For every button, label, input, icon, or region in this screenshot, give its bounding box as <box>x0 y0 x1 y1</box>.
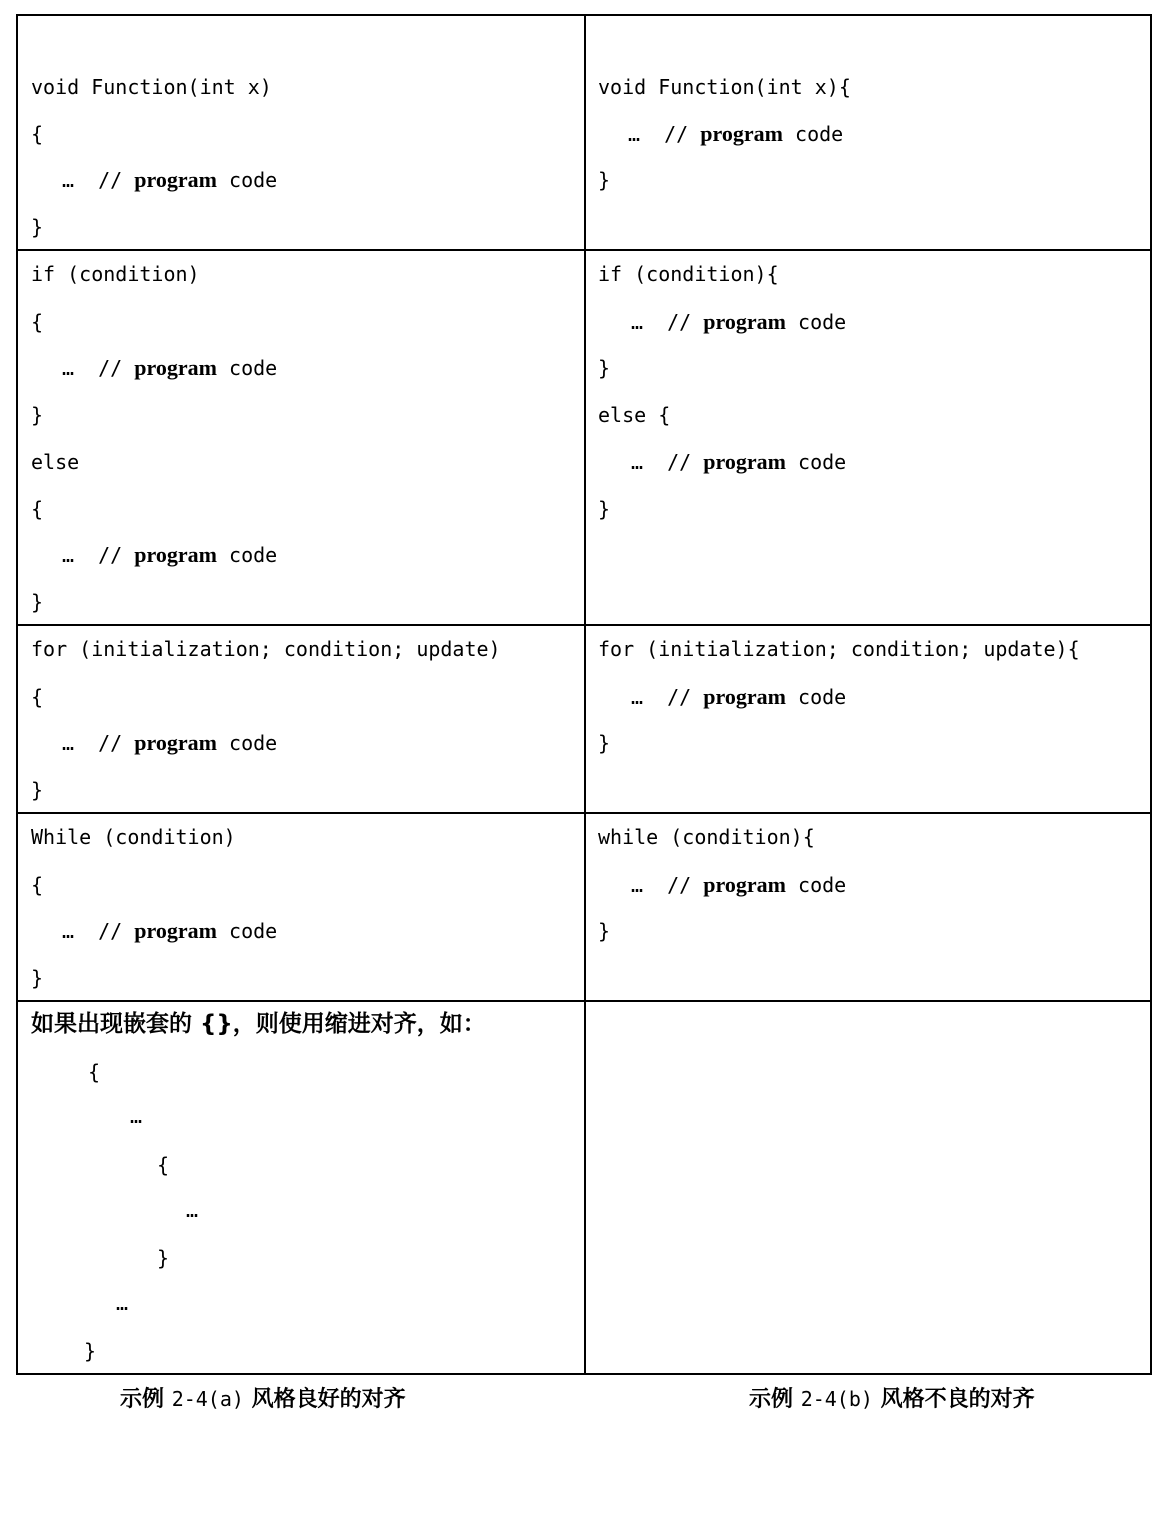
caption-bad-style: 示例 2-4(b) 风格不良的对齐 <box>749 1387 1035 1412</box>
bad-function-body: … // program code <box>628 121 844 146</box>
good-if-body: … // program code <box>62 355 278 380</box>
nested-outer-close-brace: } <box>84 1339 97 1363</box>
good-if-header: if (condition) <box>31 262 200 286</box>
bad-function-close-brace: } <box>598 168 611 192</box>
good-for-body: … // program code <box>62 730 278 755</box>
good-else-body: … // program code <box>62 542 278 567</box>
good-while-open-brace: { <box>31 873 44 897</box>
bad-for-close-brace: } <box>598 731 611 755</box>
good-while-header: While (condition) <box>31 825 236 849</box>
nested-inner-close-brace: } <box>157 1246 170 1270</box>
nested-outer-dots-2: … <box>116 1291 129 1315</box>
bad-for-header: for (initialization; condition; update){ <box>598 637 1080 661</box>
good-function-close-brace: } <box>31 215 44 239</box>
bad-function-header: void Function(int x){ <box>598 75 851 99</box>
row-divider-3 <box>18 812 1150 814</box>
nested-inner-dots: … <box>186 1198 199 1222</box>
nested-outer-open-brace: { <box>88 1060 101 1084</box>
good-for-header: for (initialization; condition; update) <box>31 637 501 661</box>
good-while-close-brace: } <box>31 966 44 990</box>
bad-while-close-brace: } <box>598 919 611 943</box>
good-if-close-brace: } <box>31 403 44 427</box>
good-if-open-brace: { <box>31 310 44 334</box>
row-divider-2 <box>18 624 1150 626</box>
bad-else-close-brace: } <box>598 497 611 521</box>
column-divider <box>584 16 586 1373</box>
nested-braces-note: 如果出现嵌套的 {}，则使用缩进对齐，如： <box>31 1011 486 1037</box>
nested-inner-open-brace: { <box>157 1153 170 1177</box>
caption-good-style: 示例 2-4(a) 风格良好的对齐 <box>120 1387 406 1412</box>
good-function-body: … // program code <box>62 167 278 192</box>
good-for-close-brace: } <box>31 778 44 802</box>
bad-while-body: … // program code <box>631 872 847 897</box>
bad-if-close-brace: } <box>598 356 611 380</box>
bad-else-body: … // program code <box>631 449 847 474</box>
row-divider-4 <box>18 1000 1150 1002</box>
bad-for-body: … // program code <box>631 684 847 709</box>
good-function-header: void Function(int x) <box>31 75 272 99</box>
good-function-open-brace: { <box>31 122 44 146</box>
code-style-table <box>16 14 1152 1375</box>
bad-while-header: while (condition){ <box>598 825 815 849</box>
bad-if-header: if (condition){ <box>598 262 779 286</box>
good-while-body: … // program code <box>62 918 278 943</box>
nested-outer-dots-1: … <box>130 1104 143 1128</box>
row-divider-1 <box>18 249 1150 251</box>
good-else-keyword: else <box>31 450 80 474</box>
bad-if-body: … // program code <box>631 309 847 334</box>
good-for-open-brace: { <box>31 685 44 709</box>
good-else-open-brace: { <box>31 497 44 521</box>
bad-else-header: else { <box>598 403 671 427</box>
good-else-close-brace: } <box>31 590 44 614</box>
